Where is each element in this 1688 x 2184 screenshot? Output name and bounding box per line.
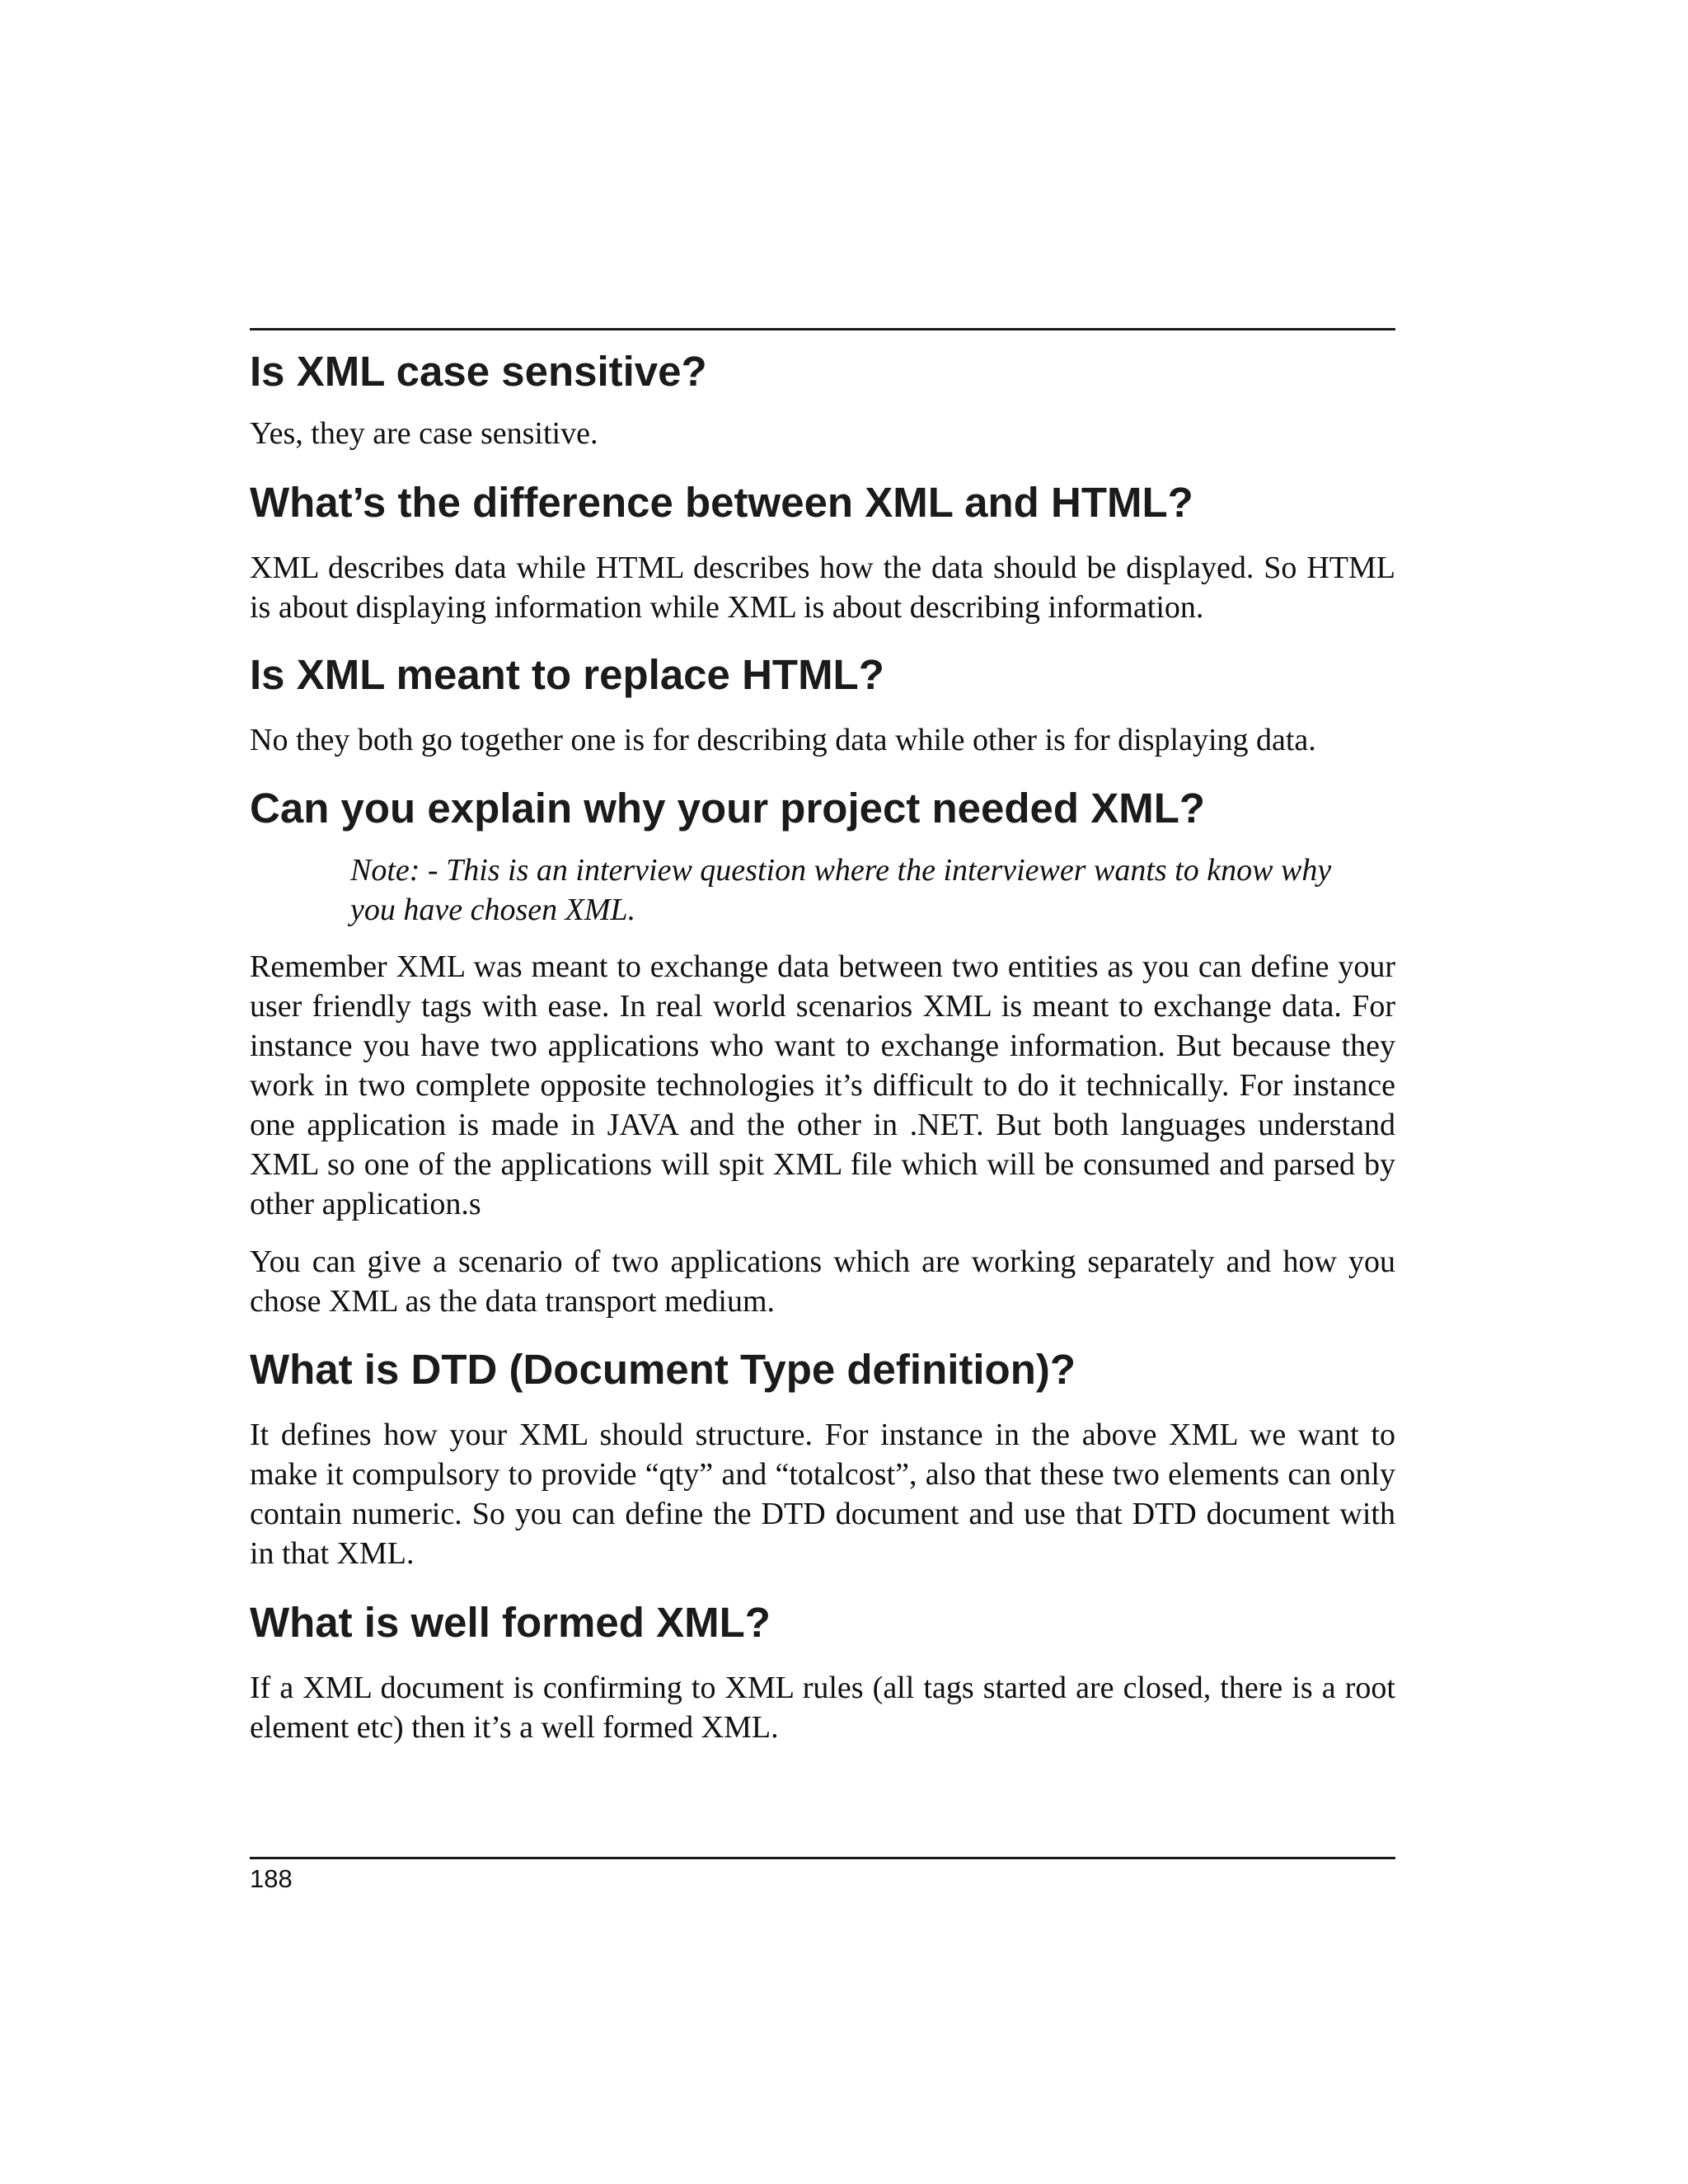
paragraph: No they both go together one is for describing data while other is for displaying data. xyxy=(250,723,1316,757)
sections xyxy=(250,330,1395,1747)
page-number: 188 xyxy=(250,1864,293,1893)
bottom-rule xyxy=(250,1857,1395,1859)
paragraph: It defines how your XML should structure. For instance in the above XML we want to make it compulsory to provide “qty” and “totalcost”, also that these two elements can only contain numeric. So you can define the DTD document and use that DTD document with in that XML. xyxy=(250,1418,1395,1571)
heading-xml-replace-html: Is XML meant to replace HTML? xyxy=(250,651,884,698)
paragraph: XML describes data while HTML describes how the data should be displayed. So HTML is about displaying information while XML is about describing information. xyxy=(250,551,1395,625)
heading-xml-vs-html: What’s the difference between XML and HTML? xyxy=(250,479,1193,526)
heading-dtd: What is DTD (Document Type definition)? xyxy=(250,1346,1076,1393)
paragraph: You can give a scenario of two applications which are working separately and how you chose XML as the data transport medium. xyxy=(250,1244,1395,1319)
paragraph: If a XML document is confirming to XML rules (all tags started are closed, there is a root element etc) then it’s a well formed XML. xyxy=(250,1671,1395,1745)
heading-xml-case-sensitive: Is XML case sensitive? xyxy=(250,348,707,395)
paragraph: Yes, they are case sensitive. xyxy=(250,416,598,451)
heading-well-formed-xml: What is well formed XML? xyxy=(250,1599,771,1646)
paragraph: Remember XML was meant to exchange data between two entities as you can define your user friendly tags with ease. In real world scenarios XML is meant to exchange data. For instance you have two applications who want to exchange information. But because they work in two complete opposite technologies it’s difficult to do it technically. For instance one application is made in JAVA and the other in .NET. But both languages understand XML so one of the applications will spit XML file which will be consumed and parsed by other application.s xyxy=(250,949,1395,1221)
heading-project-needed-xml: Can you explain why your project needed XML? xyxy=(250,785,1206,832)
note-paragraph: Note: - This is an interview question where the interviewer wants to know why you have chosen XML. xyxy=(350,853,1332,927)
